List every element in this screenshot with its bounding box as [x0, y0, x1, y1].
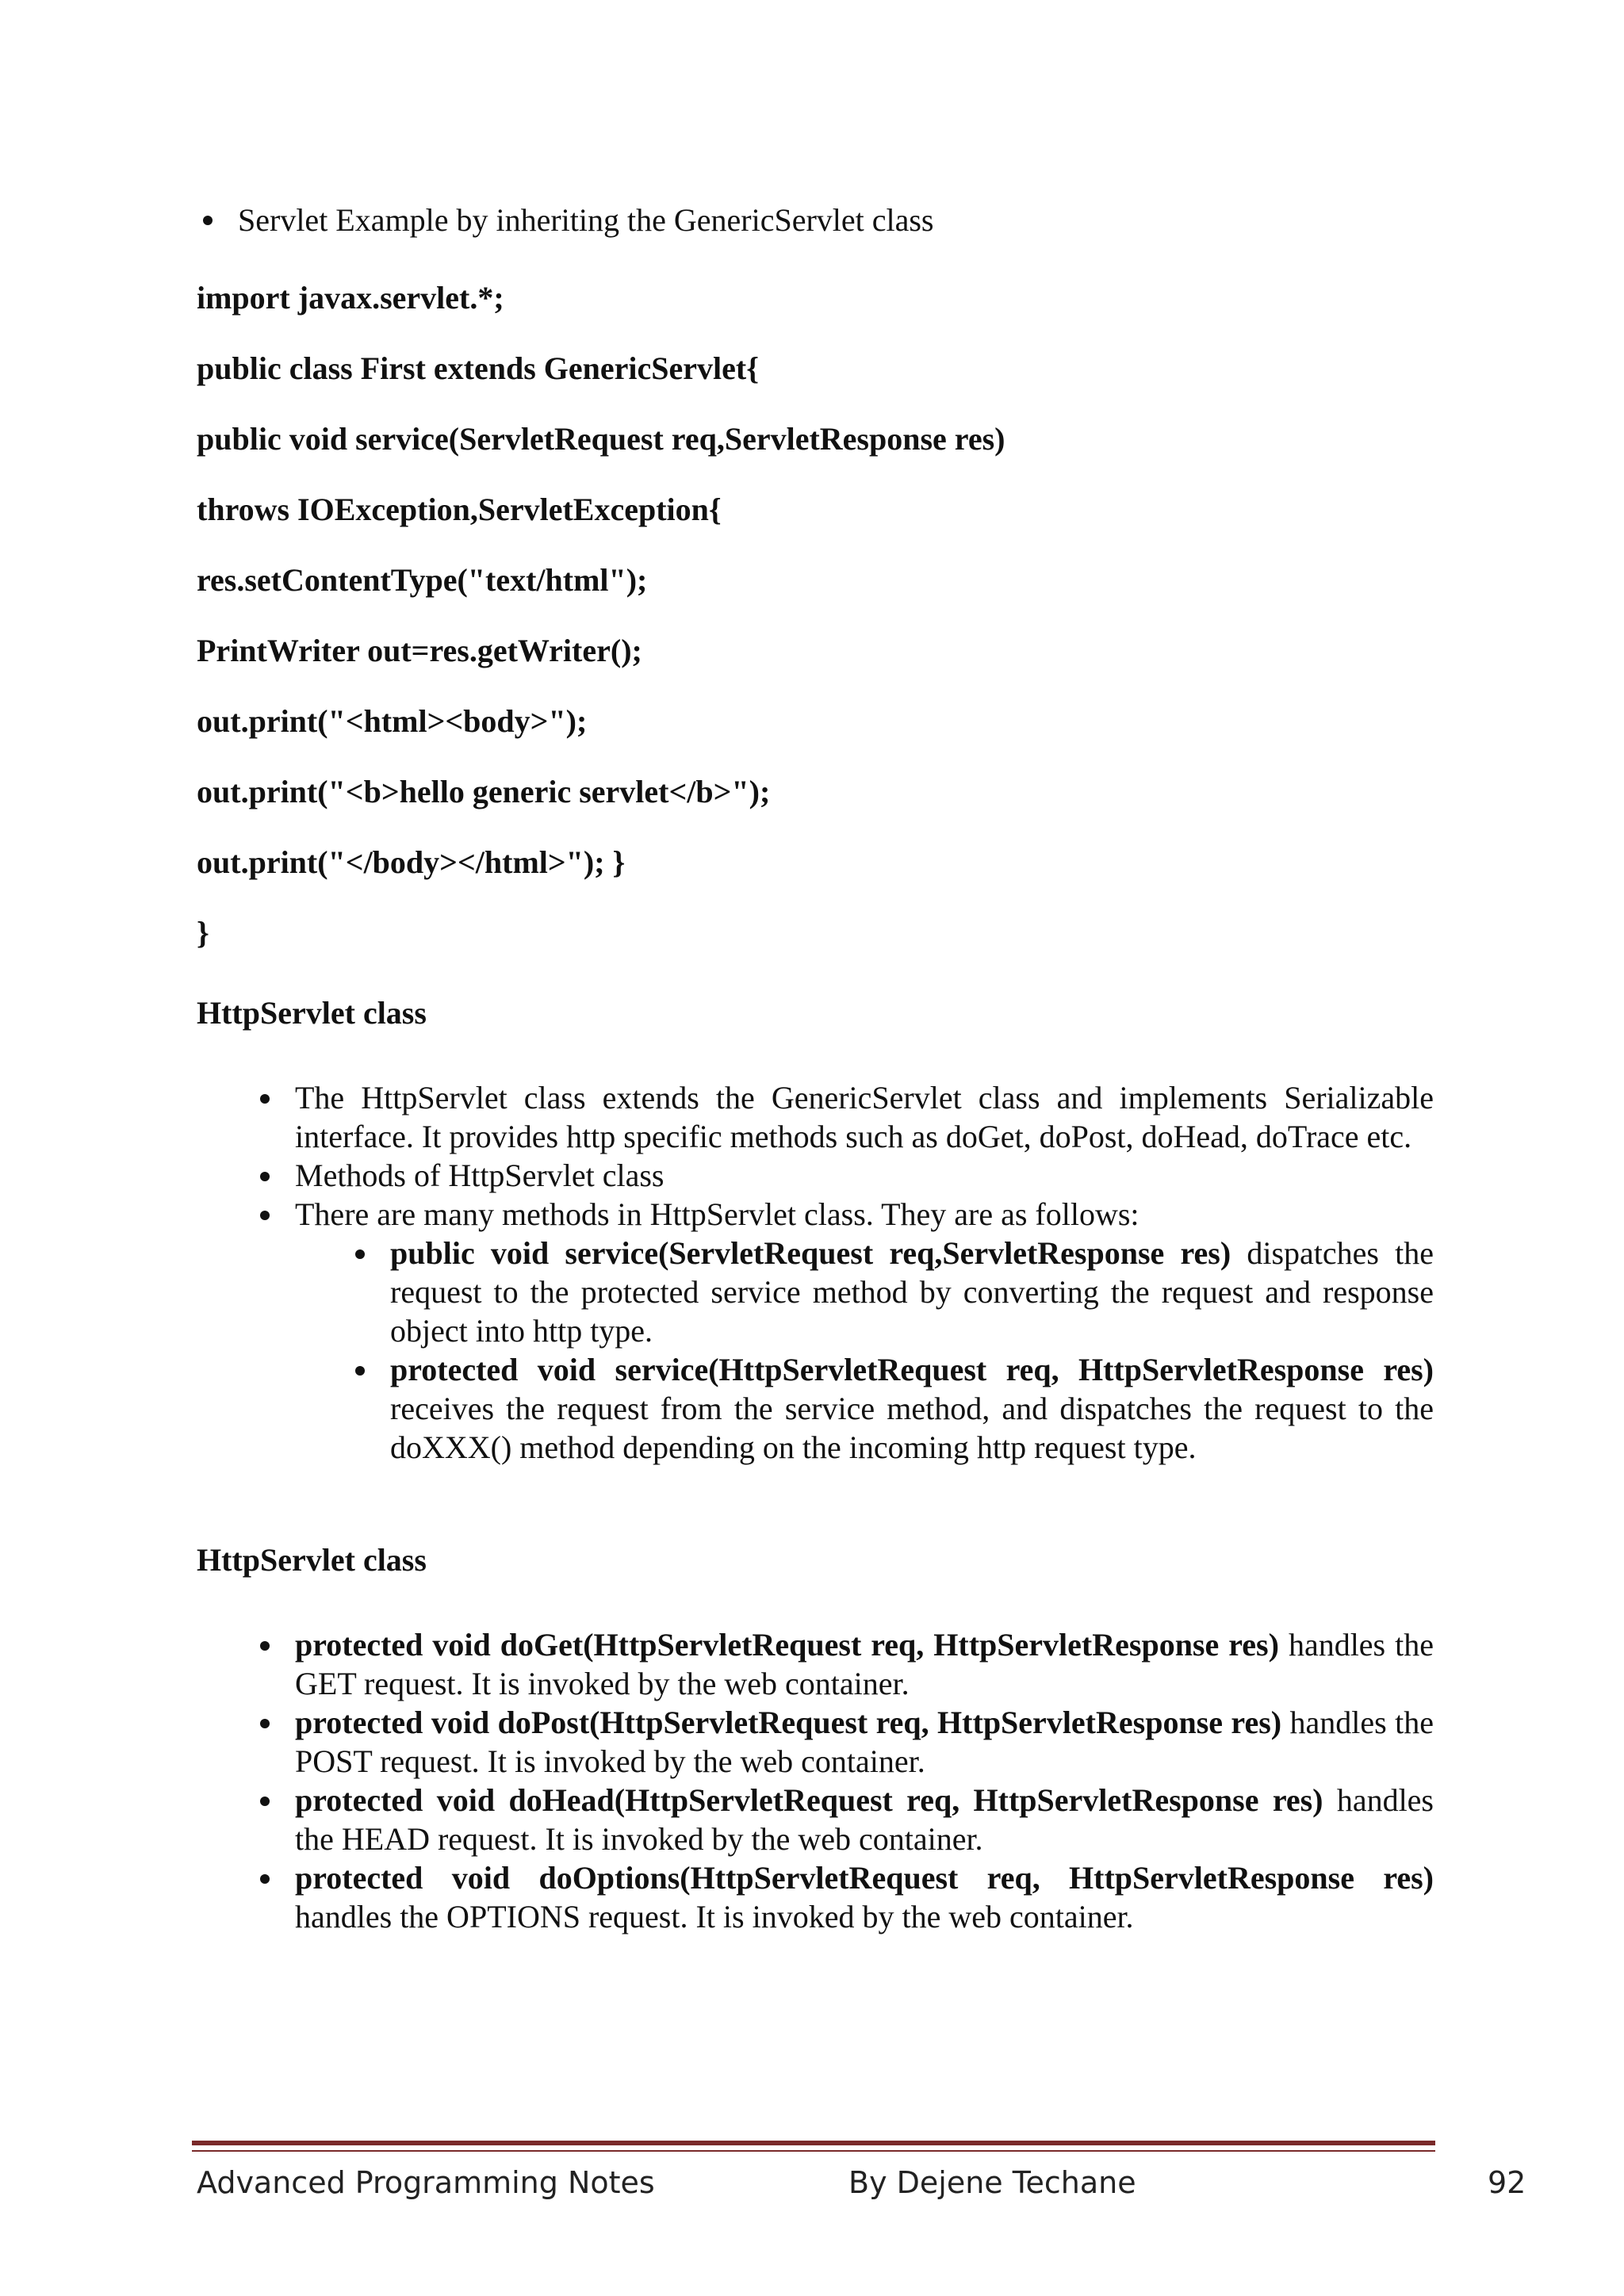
list-item: [390, 1350, 1434, 1467]
code-block: [197, 277, 1434, 983]
method-description: receives the request from the service method, and dispatches the request to the doXXX() method depending on the incoming http request type.: [390, 1391, 1434, 1465]
intro-bullet: Servlet Example by inheriting the GenericServlet class: [238, 198, 934, 243]
code-line: throws IOException,ServletException{: [197, 492, 722, 527]
method-signature: protected void doOptions(HttpServletRequest req, HttpServletResponse res): [295, 1860, 1434, 1896]
http-methods-list: [295, 1625, 1434, 1936]
list-item: [295, 1703, 1434, 1781]
list-item: Methods of HttpServlet class: [295, 1156, 1434, 1195]
method-signature: protected void service(HttpServletRequest req, HttpServletResponse res): [390, 1352, 1434, 1387]
method-signature: protected void doGet(HttpServletRequest req, HttpServletResponse res): [295, 1627, 1279, 1663]
page-number: 92: [1488, 2165, 1526, 2200]
code-line: public void service(ServletRequest req,ServletResponse res): [197, 421, 1005, 457]
list-item: [295, 1195, 1434, 1467]
list-item: The HttpServlet class extends the GenericServlet class and implements Serializable interface. It provides http specific methods such as doGet, doPost, doHead, doTrace etc.: [295, 1080, 1434, 1154]
method-signature: public void service(ServletRequest req,ServletResponse res): [390, 1235, 1231, 1271]
code-line: out.print("<b>hello generic servlet</b>");: [197, 774, 771, 809]
code-line: out.print("</body></html>"); }: [197, 844, 626, 880]
intro-list: [238, 198, 934, 243]
footer-rule: [192, 2141, 1435, 2145]
method-description: handles the POST request. It is invoked by the web container.: [295, 1705, 1434, 1779]
code-line: out.print("<html><body>");: [197, 703, 588, 739]
section-heading: HttpServlet class: [197, 1542, 427, 1578]
code-line: public class First extends GenericServlet{: [197, 350, 759, 386]
code-line: import javax.servlet.*;: [197, 280, 504, 316]
method-description: handles the OPTIONS request. It is invoked by the web container.: [295, 1899, 1134, 1934]
list-item: [390, 1234, 1434, 1350]
httpservlet-bullets: [295, 1078, 1434, 1467]
method-signature: protected void doPost(HttpServletRequest req, HttpServletResponse res): [295, 1705, 1282, 1740]
list-item: [295, 1858, 1434, 1936]
method-description: handles the GET request. It is invoked by the web container.: [295, 1627, 1434, 1701]
footer-title: Advanced Programming Notes: [197, 2165, 655, 2200]
section-heading: HttpServlet class: [197, 995, 427, 1031]
method-sublist: [295, 1234, 1434, 1467]
method-description: dispatches the request to the protected service method by converting the request and response object into http type.: [390, 1235, 1434, 1349]
method-description: handles the HEAD request. It is invoked by the web container.: [295, 1782, 1434, 1857]
code-line: res.setContentType("text/html");: [197, 562, 648, 598]
footer-author: By Dejene Techane: [848, 2165, 1136, 2200]
code-line: }: [197, 915, 209, 951]
list-item: [295, 1781, 1434, 1858]
list-item: [295, 1625, 1434, 1703]
list-item-text: There are many methods in HttpServlet class. They are as follows:: [295, 1196, 1139, 1232]
footer-rule-thin: [192, 2150, 1435, 2152]
method-signature: protected void doHead(HttpServletRequest req, HttpServletResponse res): [295, 1782, 1323, 1818]
code-line: PrintWriter out=res.getWriter();: [197, 633, 642, 668]
